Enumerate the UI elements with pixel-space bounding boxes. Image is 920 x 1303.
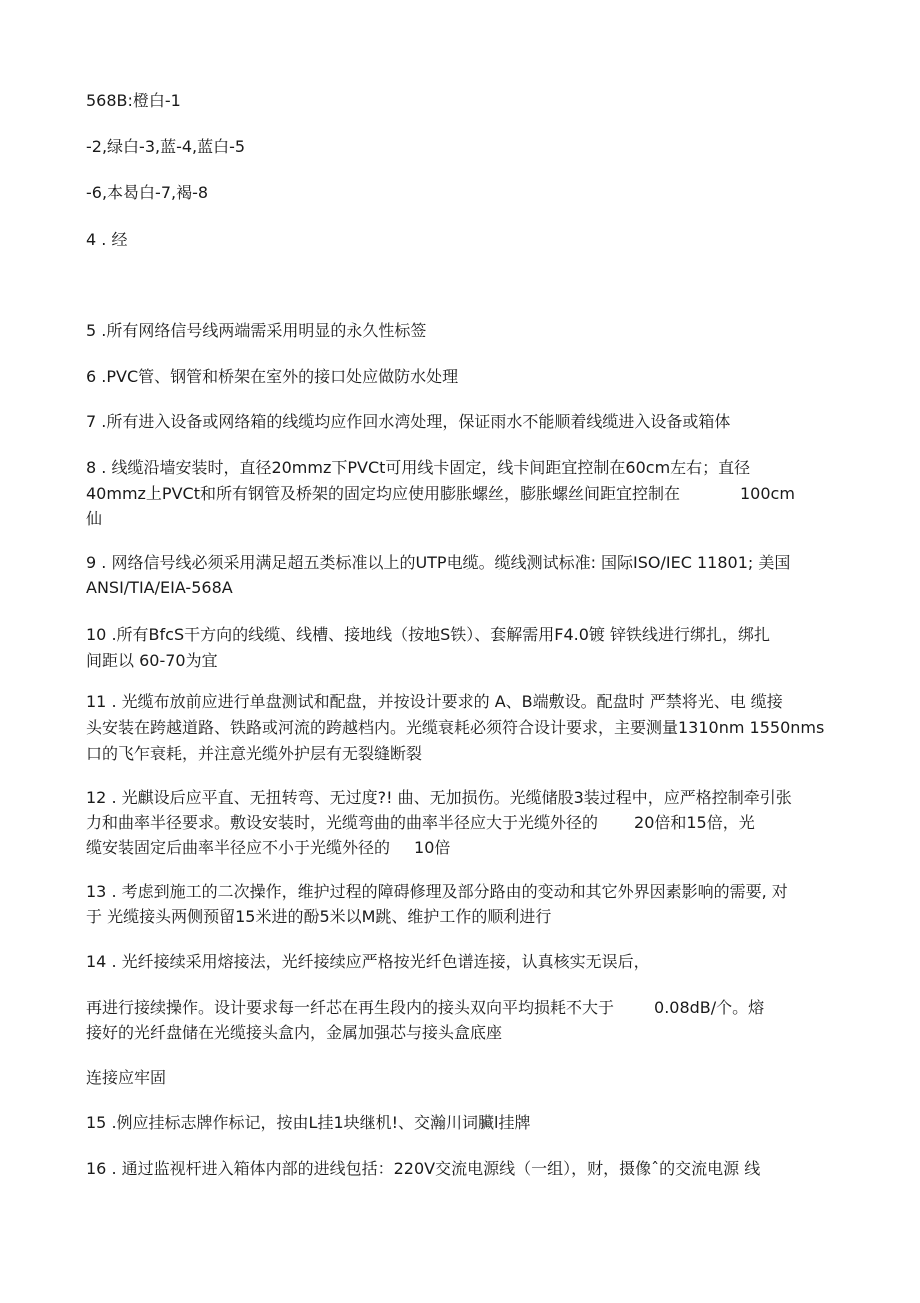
- item-10-line-2: 间距以 60-70为宜: [86, 651, 218, 670]
- item-11-line-3: 口的飞乍衰耗，并注意光缆外护层有无裂缝断裂: [86, 744, 423, 763]
- text-line-568b: 568B:橙白-1: [86, 91, 181, 110]
- item-11-line-1: 11 . 光缆布放前应进行单盘测试和配盘，并按设计要求的 A、B端敷设。配盘时 严禁将光、电 缆接: [86, 692, 783, 711]
- item-14-line-3: 接好的光纤盘储在光缆接头盒内，金属加强芯与接头盒底座: [86, 1023, 503, 1042]
- item-7: 7 .所有进入设备或网络箱的线缆均应作回水湾处理，保证雨水不能顺着线缆进入设备或箱体: [86, 412, 731, 431]
- item-5: 5 .所有网络信号线两端需采用明显的永久性标签: [86, 321, 427, 340]
- item-8-line-1: 8 . 线缆沿墙安装时，直径20mmz下PVCt可用线卡固定，线卡间距宜控制在60cm左右；直径: [86, 458, 751, 477]
- item-14-line-2-value: 0.08dB/个。熔: [654, 998, 765, 1017]
- item-4: 4 . 经: [86, 230, 128, 249]
- item-8-line-3: 仙: [86, 509, 103, 528]
- item-12-line-2-value: 20倍和15倍，光: [634, 813, 755, 832]
- item-13-line-2: 于 光缆接头两侧预留15米进的酚5米以M跳、维护工作的顺利进行: [86, 907, 552, 926]
- item-15: 15 .例应挂标志牌作标记，按由L挂1块继机!、交瀚川词臟l挂牌: [86, 1113, 531, 1132]
- item-11-line-2: 头安装在跨越道路、铁路或河流的跨越档内。光缆衰耗必须符合设计要求，主要测量1310nm 1550nms: [86, 718, 825, 737]
- item-12-line-2: [86, 812, 755, 834]
- item-10-line-1: 10 .所有BfcS干方向的线缆、线槽、接地线（按地S铁）、套解需用F4.0镀 锌铁线进行绑扎，绑扎: [86, 625, 770, 644]
- item-16: 16 . 通过监视杆进入箱体内部的进线包括：220V交流电源线（一组），财，摄像ˆ的交流电源 线: [86, 1159, 761, 1178]
- text-line-pairs-2-5: -2,绿白-3,蓝-4,蓝白-5: [86, 137, 246, 156]
- item-14-line-4: 连接应牢固: [86, 1068, 167, 1087]
- item-12-line-1: 12 . 光麒设后应平直、无扭转弯、无过度?! 曲、无加损伤。光缆储股3装过程中，应严格控制牵引张: [86, 788, 792, 807]
- item-12-line-2-text: 力和曲率半径要求。敷设安装时，光缆弯曲的曲率半径应大于光缆外径的: [86, 813, 599, 832]
- item-8-line-2-text: 40mmz上PVCt和所有钢管及桥架的固定均应使用膨胀螺丝，膨胀螺丝间距宜控制在: [86, 484, 680, 503]
- item-9-line-2: ANSI/TIA/EIA-568A: [86, 578, 233, 597]
- item-12-line-3-value: 10倍: [414, 838, 451, 857]
- item-12-line-3-text: 缆安装固定后曲率半径应不小于光缆外径的: [86, 838, 391, 857]
- item-8-line-2: [86, 483, 795, 505]
- item-12-line-3: [86, 837, 450, 859]
- item-9-line-1: 9 . 网络信号线必须采用满足超五类标准以上的UTP电缆。缆线测试标准: 国际ISO/IEC 11801; 美国: [86, 553, 791, 572]
- item-14-line-2-text: 再进行接续操作。设计要求每一纤芯在再生段内的接头双向平均损耗不大于: [86, 998, 615, 1017]
- item-14-line-1: 14 . 光纤接续采用熔接法，光纤接续应严格按光纤色谱连接，认真核实无误后，: [86, 952, 650, 971]
- item-8-line-2-value: 100cm: [739, 484, 795, 503]
- item-6: 6 .PVC管、钢管和桥架在室外的接口处应做防水处理: [86, 367, 459, 386]
- item-14-line-2: [86, 997, 764, 1019]
- item-13-line-1: 13 . 考虑到施工的二次操作，维护过程的障碍修理及部分路由的变动和其它外界因素影响的需要, 对: [86, 882, 788, 901]
- text-line-pairs-6-8: -6,本曷白-7,褐-8: [86, 183, 209, 202]
